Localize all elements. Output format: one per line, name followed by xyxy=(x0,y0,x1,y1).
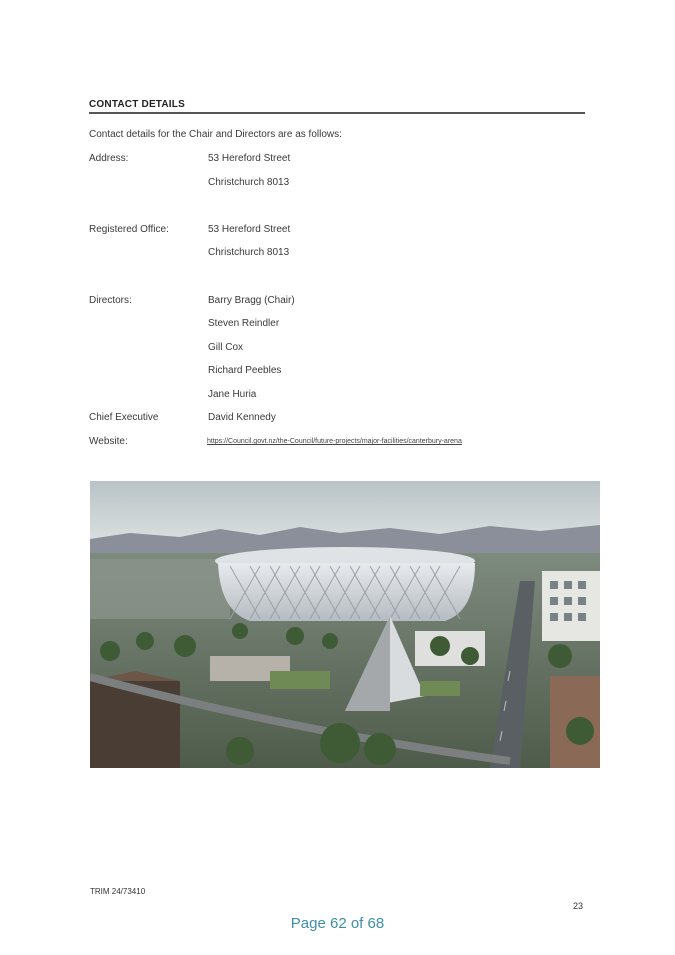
arena-rendering-image xyxy=(90,481,600,768)
trim-reference: TRIM 24/73410 xyxy=(90,887,146,896)
address-label: Address: xyxy=(89,153,129,164)
registered-office-line-2: Christchurch 8013 xyxy=(208,247,290,258)
page-of-counter: Page 62 of 68 xyxy=(290,915,385,932)
page-number: 23 xyxy=(573,901,584,911)
registered-office-label: Registered Office: xyxy=(89,224,169,235)
chief-executive-label: Chief Executive xyxy=(89,412,159,423)
director-name: Barry Bragg (Chair) xyxy=(208,295,295,306)
intro-text: Contact details for the Chair and Directors are as follows: xyxy=(89,129,342,140)
address-line-2: Christchurch 8013 xyxy=(208,177,290,188)
chief-executive-name: David Kennedy xyxy=(208,412,276,423)
website-label: Website: xyxy=(89,436,128,447)
website-link[interactable]: https://Council.govt.nz/the-Council/future-projects/major-facilities/canterbury-arena xyxy=(207,438,462,445)
section-divider xyxy=(89,112,585,114)
director-name: Jane Huria xyxy=(208,389,257,400)
section-title: CONTACT DETAILS xyxy=(89,99,185,110)
director-name: Richard Peebles xyxy=(208,365,282,376)
registered-office-line-1: 53 Hereford Street xyxy=(208,224,291,235)
address-line-1: 53 Hereford Street xyxy=(208,153,291,164)
directors-label: Directors: xyxy=(89,295,132,306)
director-name: Gill Cox xyxy=(208,342,244,353)
director-name: Steven Reindler xyxy=(208,318,280,329)
